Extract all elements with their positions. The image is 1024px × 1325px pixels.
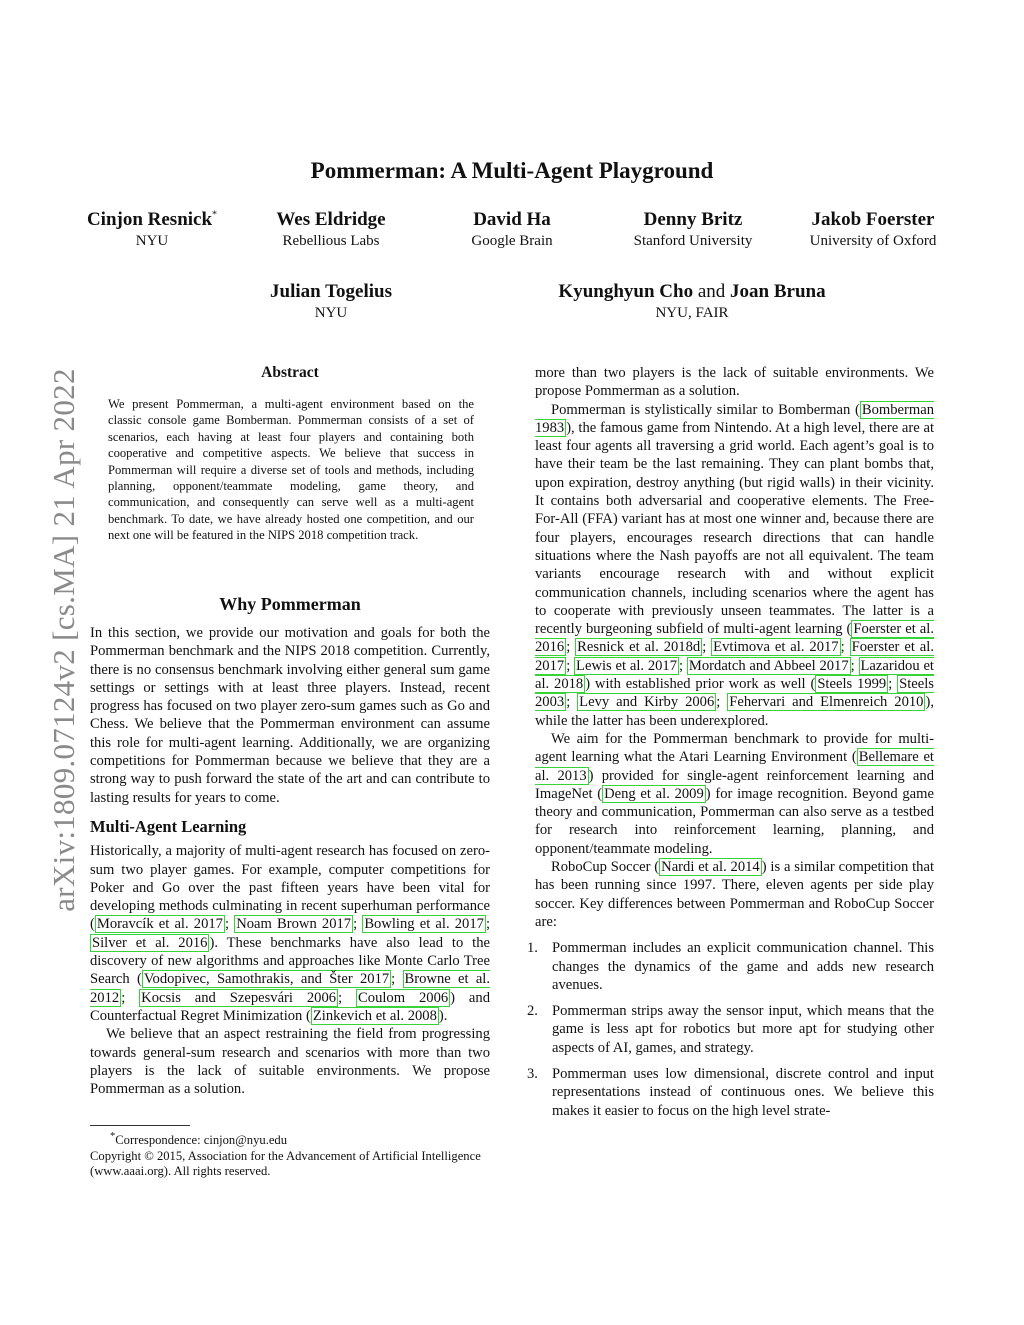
author-ha — [437, 209, 587, 250]
text-run: ), the famous game from Nintendo. At a high level, there are at least four agents all traversing a grid world. Each agent’s goal is to have their team be the last remaining. They can plant bombs that, upon expiration, destroy anything (but rigid walls) in their vicinity. It contains both adversarial and cooperative elements. The Free-For-All (FFA) variant has at most one winner and, because there are four players, encourages research directions that can handle situations where the Nash payoffs are not all equivalent. The team variants encourage research with and without explicit communication channels, including scenarios where the agent has to cooperate with previously unseen teammates. The latter is a recently burgeoning subfield of multi-agent learning ( — [535, 419, 934, 638]
copyright-text: Copyright © 2015, Association for the Advancement of Artificial Intelligence (www.aaai.org). All rights reserved. — [90, 1148, 481, 1179]
citation-link[interactable]: Browne et al. 2012 — [90, 971, 490, 1006]
list-item-text: Pommerman strips away the sensor input, which means that the game is less apt for robotics but more apt for studying other aspects of AI, games, and strategy. — [552, 1003, 934, 1056]
citation-link[interactable]: Evtimova et al. 2017 — [713, 639, 839, 656]
footnote-rule — [90, 1125, 190, 1126]
list-item — [527, 1002, 934, 1057]
author-name: Jakob Foerster — [811, 209, 935, 230]
citation-link[interactable]: Vodopivec, Samothrakis, and Šter 2017 — [143, 971, 390, 988]
author-togelius — [231, 281, 431, 322]
citation-link[interactable]: Lewis et al. 2017 — [576, 657, 678, 674]
citation-link[interactable]: Deng et al. 2009 — [604, 785, 704, 802]
footnote-mark: * — [110, 1131, 116, 1142]
text-run: ), while the latter has been underexplored. — [535, 694, 934, 729]
citation-link[interactable]: Lazaridou et al. 2018 — [535, 657, 934, 693]
why-paragraph: In this section, we provide our motivation and goals for both the Pommerman benchmark and the NIPS 2018 competition. Currently, there is no consensus benchmark involving either general sum game settings or settings with at least three players. Instead, recent progress has focused on two player zero-sum games such as Go and Chess. We believe that the Pommerman environment can assume this role for multi-agent learning. Additionally, we are organizing competitions for Pommerman because we believe that they are a strong way to push forward the state of the art and can contribute to lasting results for years to come. — [90, 625, 490, 806]
robocup-paragraph — [535, 858, 934, 931]
citation-link[interactable]: Foerster et al. 2016 — [535, 621, 934, 656]
citation-link[interactable]: Bellemare et al. 2013 — [535, 749, 934, 784]
author-resnick — [77, 209, 227, 250]
subsection-heading-multi-agent-learning: Multi-Agent Learning — [90, 816, 247, 836]
author-name: Cinjon Resnick — [86, 209, 213, 230]
list-number: 3. — [527, 1065, 538, 1082]
differences-list — [527, 939, 934, 1120]
citation-link[interactable]: Resnick et al. 2018d — [577, 639, 701, 656]
text-run: RoboCup Soccer ( — [551, 859, 660, 876]
author-affiliation: NYU — [314, 305, 348, 321]
arxiv-id-text: arXiv:1809.07124v2 [cs.MA] 21 Apr 2022 — [46, 368, 81, 912]
abstract-heading: Abstract — [261, 364, 319, 381]
citation-link[interactable]: Bomberman 1983 — [535, 401, 934, 436]
abstract-text: We present Pommerman, a multi-agent environment based on the classic console game Bomberman. Pommerman consists of a set of scenarios, each having at least four players and containing both cooperative and competitive aspects. We believe that success in Pommerman will require a diverse set of tools and methods, including planning, opponent/teammate modeling, game theory, and communication, and consequently can serve well as a multi-agent benchmark. To date, we have already hosted one competition, and our next one will be featured in the NIPS 2018 competition track. — [108, 397, 474, 543]
author-eldridge — [256, 209, 406, 250]
text-run: Pommerman is stylistically similar to Bomberman ( — [551, 401, 860, 418]
author-affiliation: Stanford University — [633, 233, 753, 249]
citation-link[interactable]: Moravcík et al. 2017 — [96, 916, 223, 933]
list-item — [527, 1065, 934, 1120]
author-britz — [608, 209, 778, 250]
author-affiliation: Rebellious Labs — [282, 233, 380, 249]
text-run: ) is a similar competition that has been running since 1997. There, eleven agents per side play soccer. Key differences between Pommerman and RoboCup Soccer are: — [535, 859, 934, 930]
and-word: and — [697, 281, 726, 302]
citation-link[interactable]: Bowling et al. 2017 — [364, 916, 484, 933]
text-run: We aim for the Pommerman benchmark to provide for multi-agent learning what the Atari Learning Environment ( — [535, 730, 934, 766]
footnote-mark: * — [212, 209, 218, 221]
pommerman-description-paragraph: Pommerman is stylistically similar to Bomberman ( Bomberman 1983 ), the famous game from Nintendo. At a high level, there are at least four agents all traversing a grid world. Each agent’s goal is to have their team be the last remaining. They can plant bombs that, upon expiration, destroy anything (but rigid walls) in their vicinity. It contains both adversarial and cooperative elements. The Free-For-All (FFA) variant has at most one winner and, because there are four players, encourages research directions that can handle situations where the Nash payoffs are not all equivalent. The team variants encourage research with and without explicit communication channels, including scenarios where the agent has to cooperate with previously unseen teammates. The latter is a recently burgeoning subfield of multi-agent learning ( Foerster et al. 2016 ; Resnick et al. 2018d ; Evtimova et al. 2017 ; Foerster et al. 2017 ; Lewis et al. 2017 ; Mordatch and Abbeel 2017 ; Lazaridou et al. 2018 ) with established prior work as well ( Steels 1999 ; Steels 2003 ; Levy and Kirby 2006 ; Fehervari and Elmenreich 2010 ), while the latter has been underexplored. — [535, 401, 934, 729]
mal-paragraph-2: We believe that an aspect restraining the field from progressing towards general-sum research and scenarios with more than two players is the lack of suitable environments. We propose Pommerman as a solution. — [90, 1026, 490, 1098]
author-name: Julian Togelius — [270, 281, 392, 302]
author-name: Denny Britz — [643, 209, 743, 230]
author-affiliation: NYU — [135, 233, 169, 249]
author-affiliation: University of Oxford — [809, 233, 937, 249]
author-cho-bruna — [532, 281, 852, 322]
text-run: ) with established prior work as well ( — [585, 676, 816, 693]
author-row-2 — [0, 281, 1024, 331]
mal-paragraph-2-continued: more than two players is the lack of suitable environments. We propose Pommerman as a solution. — [535, 365, 934, 400]
author-name: Wes Eldridge — [276, 209, 386, 230]
section-heading-why-pommerman: Why Pommerman — [219, 594, 361, 614]
paper-title: Pommerman: A Multi-Agent Playground — [310, 158, 714, 183]
right-column-body — [527, 364, 934, 1120]
text-run: ) and Counterfactual Regret Minimization ( — [90, 989, 491, 1024]
text-run: ) for image recognition. Beyond game theory and communication, Pommerman can also serve as a testbed for research into reinforcement learning, planning, and opponent/teammate modeling. — [535, 785, 934, 857]
text-run: ). — [438, 1007, 448, 1024]
citation-link[interactable]: Nardi et al. 2014 — [661, 859, 760, 876]
citation-link[interactable]: Steels 2003 — [535, 676, 934, 711]
footnote — [90, 1129, 490, 1180]
benchmark-aim-paragraph — [535, 730, 934, 858]
author-affiliation: Google Brain — [471, 233, 553, 249]
text-run: ). These benchmarks have also lead to the discovery of new algorithms and approaches like Monte Carlo Tree Search ( — [90, 934, 490, 988]
list-number: 2. — [527, 1003, 538, 1020]
list-item — [527, 939, 934, 994]
citation-link[interactable]: Silver et al. 2016 — [92, 934, 208, 951]
author-name: Joan Bruna — [730, 281, 826, 302]
citation-link[interactable]: Mordatch and Abbeel 2017 — [688, 657, 849, 674]
list-number: 1. — [527, 940, 538, 957]
citation-link[interactable]: Coulom 2006 — [358, 989, 449, 1006]
citation-link[interactable]: Levy and Kirby 2006 — [579, 694, 715, 711]
text-run: ) provided for single-agent reinforcement learning and ImageNet ( — [535, 767, 934, 802]
citation-link[interactable]: Foerster et al. 2017 — [535, 639, 934, 674]
author-name: David Ha — [473, 209, 551, 230]
correspondence-text: Correspondence: cinjon@nyu.edu — [115, 1133, 288, 1148]
text-run: Historically, a majority of multi-agent research has focused on zero-sum two player games. For example, computer competitions for Poker and Go over the past fifteen years have been vital for developing methods culminating in recent superhuman performance ( — [90, 843, 490, 933]
author-affiliation: NYU, FAIR — [655, 305, 729, 321]
citation-link[interactable]: Fehervari and Elmenreich 2010 — [729, 694, 924, 711]
citation-link[interactable]: Steels 1999 — [817, 676, 887, 693]
left-column-body — [90, 624, 491, 1098]
citation-link[interactable]: Zinkevich et al. 2008 — [312, 1007, 437, 1024]
author-name: Kyunghyun Cho — [558, 281, 694, 302]
mal-paragraph-1: Historically, a majority of multi-agent research has focused on zero-sum two player games. For example, computer competitions for Poker and Go over the past fifteen years have been vital for developing methods culminating in recent superhuman performance ( Moravcík et al. 2017 ; Noam Brown 2017 ; Bowling et al. 2017 ; Silver et al. 2016 ). These benchmarks have also lead to the discovery of new algorithms and approaches like Monte Carlo Tree Search ( Vodopivec, Samothrakis, and Šter 2017 ; Browne et al. 2012 ; Kocsis and Szepesvári 2006 ; Coulom 2006 ) and Counterfactual Regret Minimization ( Zinkevich et al. 2008 ). — [90, 843, 491, 1024]
citation-link[interactable]: Kocsis and Szepesvári 2006 — [141, 989, 337, 1006]
author-row-1 — [0, 209, 1024, 259]
list-item-text: Pommerman includes an explicit communication channel. This changes the dynamics of the game and adds new research avenues. — [552, 940, 934, 993]
author-foerster — [788, 209, 958, 250]
list-item-text: Pommerman uses low dimensional, discrete control and input representations instead of continuous ones. We believe this makes it easier to focus on the high level strate- — [552, 1065, 934, 1119]
citation-link[interactable]: Noam Brown 2017 — [236, 916, 352, 933]
